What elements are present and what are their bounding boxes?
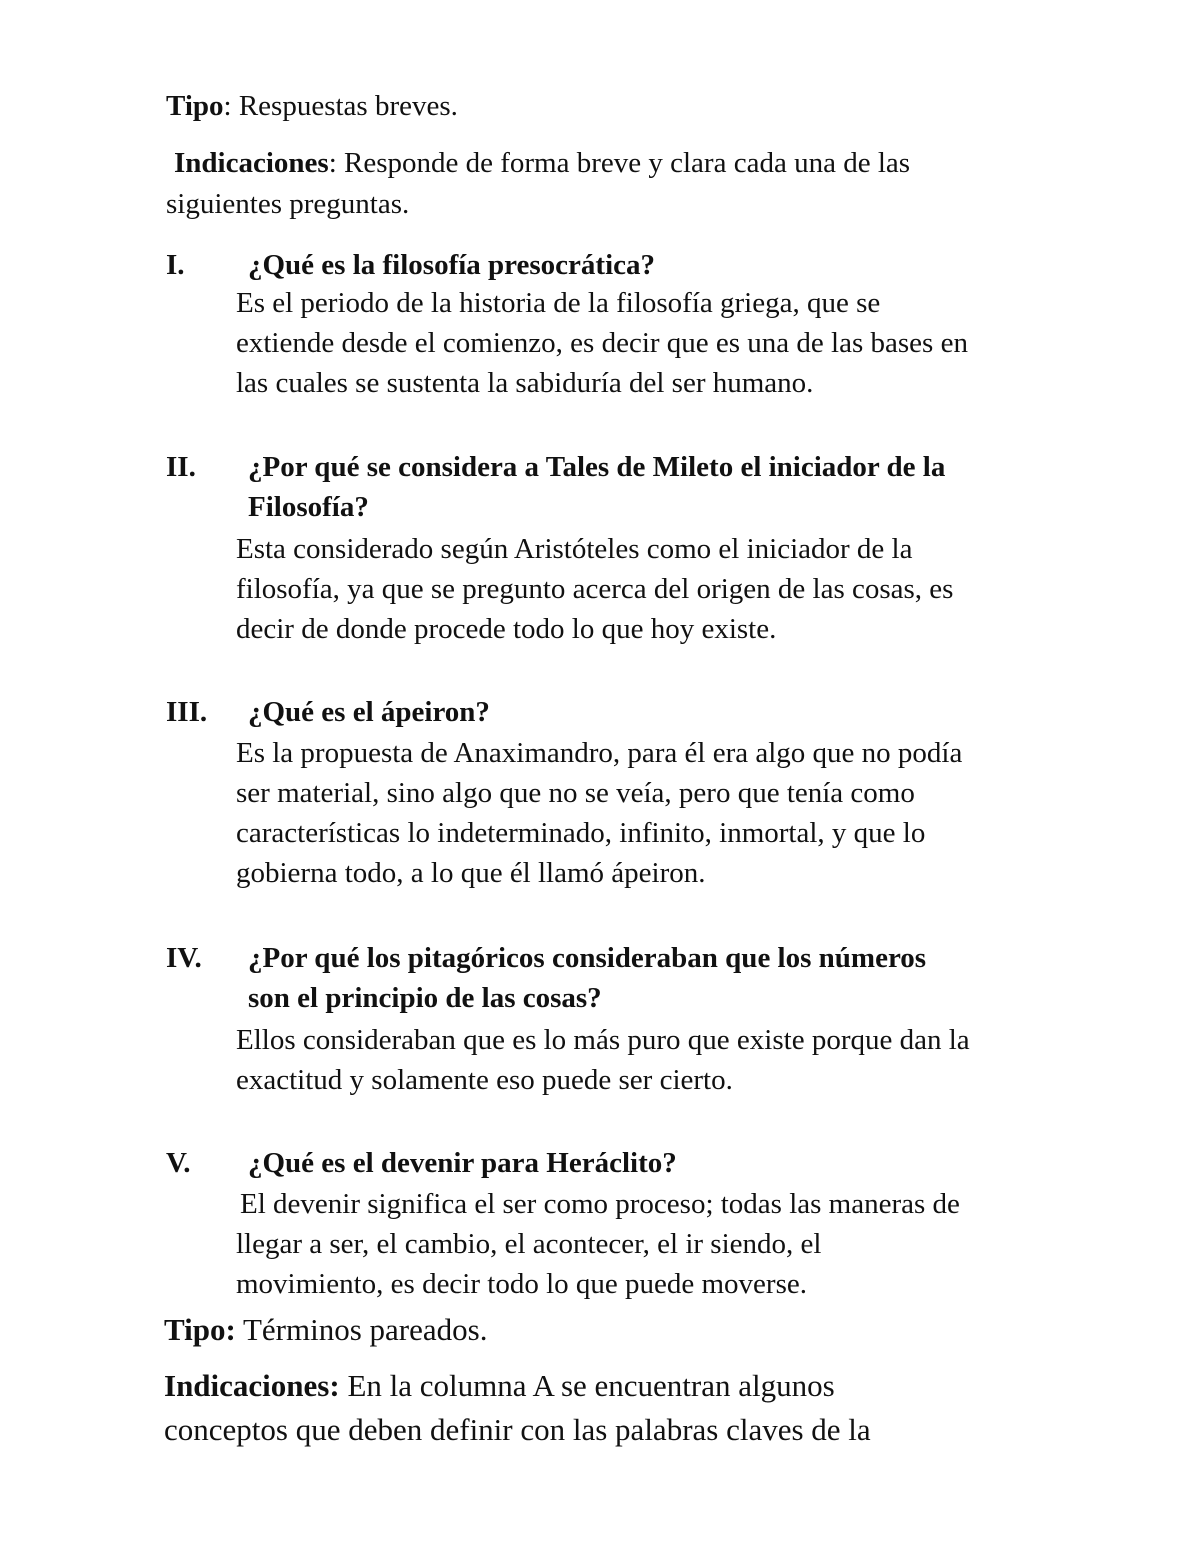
question-numeral: III. xyxy=(166,696,208,728)
tipo-2-value: Términos pareados. xyxy=(235,1312,488,1347)
answer-text xyxy=(236,733,962,893)
question-line: son el principio de las cosas? xyxy=(248,982,602,1014)
answer-line: El devenir significa el ser como proceso; todas las maneras de xyxy=(240,1188,960,1220)
indicaciones-label: Indicaciones xyxy=(174,147,329,179)
indicaciones-2-text-1: En la columna A se encuentran algunos xyxy=(339,1368,835,1403)
question-line: Filosofía? xyxy=(248,491,369,523)
indicaciones-2-line-1 xyxy=(164,1364,835,1408)
answer-text xyxy=(236,1184,960,1304)
answer-line: Es la propuesta de Anaximandro, para él era algo que no podía xyxy=(236,737,963,769)
answer-line: Es el periodo de la historia de la filosofía griega, que se xyxy=(236,287,881,319)
indicaciones-line-1 xyxy=(174,143,910,183)
indicaciones-text-2: siguientes preguntas. xyxy=(166,188,410,220)
question-numeral: I. xyxy=(166,249,185,281)
answer-line: las cuales se sustenta la sabiduría del ser humano. xyxy=(236,367,814,399)
indicaciones-2-text-2: conceptos que deben definir con las palabras claves de la xyxy=(164,1412,871,1447)
question-line: ¿Qué es el ápeiron? xyxy=(248,696,490,728)
answer-line: exactitud y solamente eso puede ser cierto. xyxy=(236,1064,733,1096)
tipo-2-label: Tipo: xyxy=(164,1312,236,1347)
question-line: ¿Por qué los pitagóricos consideraban que los números xyxy=(248,942,927,974)
question-line: ¿Por qué se considera a Tales de Mileto el iniciador de la xyxy=(248,451,946,483)
answer-line: gobierna todo, a lo que él llamó ápeiron. xyxy=(236,857,706,889)
answer-line: Esta considerado según Aristóteles como el iniciador de la xyxy=(236,533,913,565)
answer-line: decir de donde procede todo lo que hoy existe. xyxy=(236,613,777,645)
tipo-value: : Respuestas breves. xyxy=(223,90,458,122)
question-text xyxy=(248,692,490,732)
answer-text xyxy=(236,283,968,403)
answer-line: movimiento, es decir todo lo que puede moverse. xyxy=(236,1268,807,1300)
question-text xyxy=(248,1143,677,1183)
question-text xyxy=(248,447,945,527)
question-text xyxy=(248,938,926,1018)
question-line: ¿Qué es la filosofía presocrática? xyxy=(248,249,656,281)
tipo-line xyxy=(166,86,458,126)
answer-text xyxy=(236,1020,970,1100)
indicaciones-text-1: : Responde de forma breve y clara cada una de las xyxy=(328,147,911,179)
answer-line: extiende desde el comienzo, es decir que es una de las bases en xyxy=(236,327,968,359)
question-numeral: IV. xyxy=(166,942,202,974)
answer-text xyxy=(236,529,953,649)
question-numeral: V. xyxy=(166,1147,191,1179)
indicaciones-2-label: Indicaciones: xyxy=(164,1368,340,1403)
answer-line: ser material, sino algo que no se veía, pero que tenía como xyxy=(236,777,915,809)
answer-line: llegar a ser, el cambio, el acontecer, el ir siendo, el xyxy=(236,1228,822,1260)
question-text xyxy=(248,245,655,285)
answer-line: características lo indeterminado, infinito, inmortal, y que lo xyxy=(236,817,926,849)
question-numeral: II. xyxy=(166,451,196,483)
tipo-label: Tipo xyxy=(166,90,224,122)
answer-line: Ellos consideraban que es lo más puro que existe porque dan la xyxy=(236,1024,970,1056)
indicaciones-2-line-2 xyxy=(164,1408,871,1452)
question-line: ¿Qué es el devenir para Heráclito? xyxy=(248,1147,677,1179)
answer-line: filosofía, ya que se pregunto acerca del origen de las cosas, es xyxy=(236,573,954,605)
tipo-2-line xyxy=(164,1308,487,1352)
indicaciones-line-2 xyxy=(166,184,409,224)
